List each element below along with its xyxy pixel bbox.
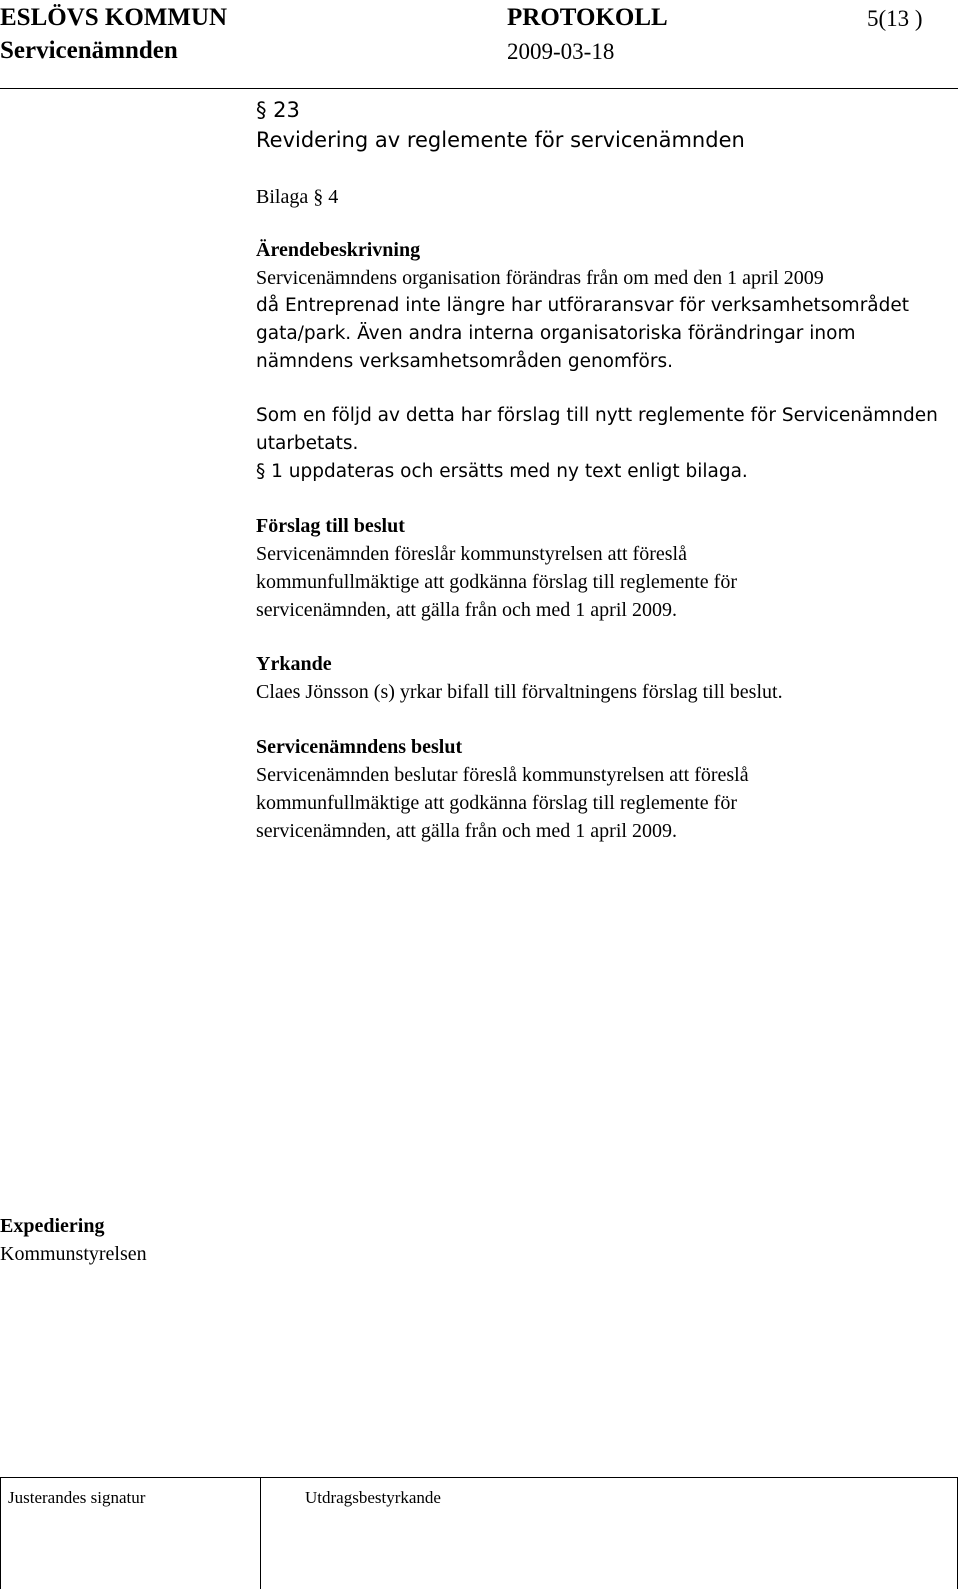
footer-divider	[0, 1477, 958, 1478]
text-line: Claes Jönsson (s) yrkar bifall till förvaltningens förslag till beslut.	[256, 681, 783, 703]
heading-forslag: Förslag till beslut	[256, 515, 405, 537]
board-name: Servicenämnden	[0, 37, 178, 64]
text-line: Som en följd av detta har förslag till nytt reglemente för Servicenämnden	[256, 405, 938, 426]
text-line: Servicenämnden föreslår kommunstyrelsen att föreslå	[256, 543, 687, 565]
footer-border-left	[0, 1477, 1, 1589]
excerpt-label: Utdragsbestyrkande	[305, 1488, 441, 1507]
org-name: ESLÖVS KOMMUN	[0, 4, 228, 31]
heading-expediering: Expediering	[0, 1215, 105, 1237]
text-line: kommunfullmäktige att godkänna förslag till reglemente för	[256, 792, 737, 814]
section-number: § 23	[256, 98, 300, 122]
text-line: servicenämnden, att gälla från och med 1 april 2009.	[256, 820, 677, 842]
text-line: gata/park. Även andra interna organisatoriska förändringar inom	[256, 323, 856, 344]
heading-yrkande: Yrkande	[256, 653, 332, 675]
text-line: nämndens verksamhetsområden genomförs.	[256, 351, 673, 372]
text-line: servicenämnden, att gälla från och med 1 april 2009.	[256, 599, 677, 621]
meeting-date: 2009-03-18	[507, 39, 615, 64]
text-line: utarbetats.	[256, 433, 359, 454]
doc-type: PROTOKOLL	[507, 4, 668, 31]
text-line: Servicenämnden beslutar föreslå kommunstyrelsen att föreslå	[256, 764, 749, 786]
header-divider	[0, 88, 958, 89]
heading-beslut: Servicenämndens beslut	[256, 736, 463, 758]
page-number: 5(13 )	[867, 6, 923, 31]
footer-border-middle	[260, 1477, 261, 1589]
text-line: då Entreprenad inte längre har utföraransvar för verksamhetsområdet	[256, 295, 910, 316]
signature-label: Justerandes signatur	[8, 1488, 146, 1507]
section-title: Revidering av reglemente för servicenämnden	[256, 128, 745, 152]
text-line: Servicenämndens organisation förändras från om med den 1 april 2009	[256, 267, 824, 289]
heading-arendebeskrivning: Ärendebeskrivning	[256, 239, 421, 261]
text-line: kommunfullmäktige att godkänna förslag till reglemente för	[256, 571, 737, 593]
footer-border-right	[957, 1477, 958, 1589]
text-line: § 1 uppdateras och ersätts med ny text enligt bilaga.	[256, 461, 748, 482]
expediering-recipient: Kommunstyrelsen	[0, 1243, 147, 1265]
attachment-ref: Bilaga § 4	[256, 186, 339, 208]
